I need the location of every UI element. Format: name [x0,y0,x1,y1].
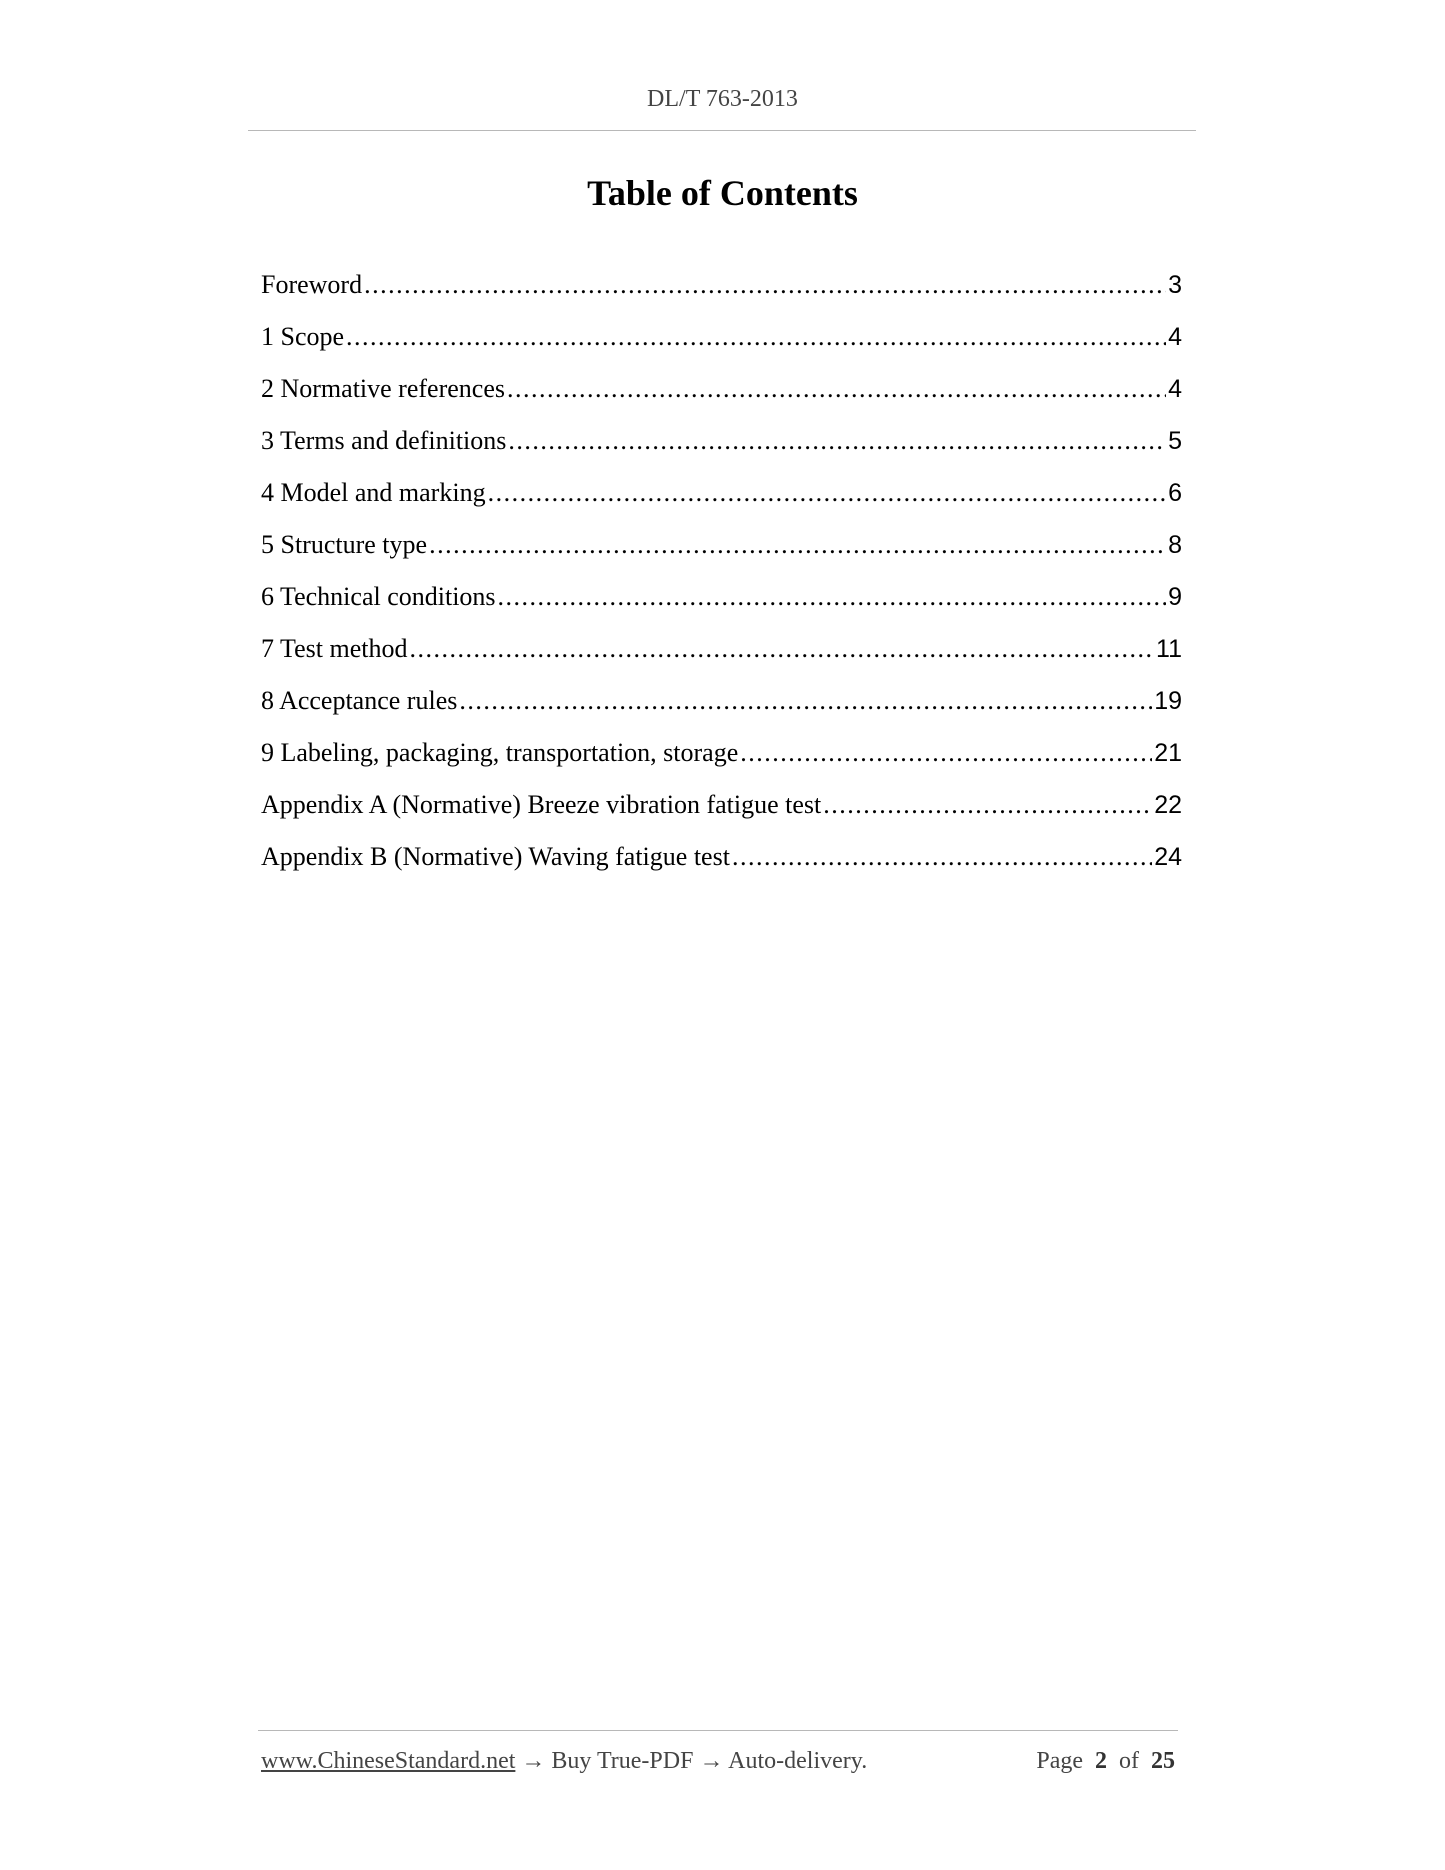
toc-entry-page: 19 [1154,687,1182,715]
toc-entry-labeling-packaging[interactable] [261,738,1182,790]
toc-entry-label: 8 Acceptance rules [261,686,458,715]
toc-entry-appendix-a[interactable] [261,790,1182,842]
toc-leader-dots [732,842,1152,872]
toc-list [261,270,1182,894]
document-code-header: DL/T 763-2013 [647,86,798,112]
toc-entry-label: Appendix B (Normative) Waving fatigue test [261,842,730,871]
toc-entry-page: 3 [1168,271,1182,299]
toc-entry-page: 4 [1168,323,1182,351]
of-word: of [1119,1748,1139,1774]
toc-entry-page: 21 [1154,739,1182,767]
page-word: Page [1036,1748,1083,1774]
toc-leader-dots [498,582,1167,612]
toc-entry-test-method[interactable] [261,634,1182,686]
arrow-right-icon: → [699,1748,724,1774]
toc-leader-dots [507,374,1166,404]
toc-entry-scope[interactable] [261,322,1182,374]
toc-entry-structure-type[interactable] [261,530,1182,582]
toc-entry-page: 11 [1156,635,1182,663]
toc-title: Table of Contents [587,173,858,213]
header-divider [248,130,1196,131]
footer-divider [258,1730,1178,1731]
toc-entry-label: 9 Labeling, packaging, transportation, storage [261,738,739,767]
toc-leader-dots [823,790,1152,820]
toc-entry-label: 2 Normative references [261,374,505,403]
toc-entry-page: 6 [1168,479,1182,507]
footer-promo [261,1748,867,1775]
toc-entry-appendix-b[interactable] [261,842,1182,894]
page-footer [261,1748,1175,1775]
toc-entry-terms-definitions[interactable] [261,426,1182,478]
toc-entry-page: 22 [1154,791,1182,819]
toc-leader-dots [429,530,1166,560]
buy-text: Buy True-PDF [551,1748,694,1774]
toc-leader-dots [364,270,1166,300]
site-link[interactable]: www.ChineseStandard.net [261,1748,516,1774]
toc-leader-dots [740,738,1152,768]
toc-entry-technical-conditions[interactable] [261,582,1182,634]
toc-entry-page: 4 [1168,375,1182,403]
toc-entry-label: 5 Structure type [261,530,428,559]
toc-entry-page: 24 [1154,843,1182,871]
toc-entry-label: 4 Model and marking [261,478,486,507]
toc-entry-page: 8 [1168,531,1182,559]
toc-entry-label: 7 Test method [261,634,408,663]
toc-entry-label: Foreword [261,270,363,299]
toc-entry-label: 1 Scope [261,322,345,351]
arrow-right-icon: → [521,1748,546,1774]
toc-entry-label: Appendix A (Normative) Breeze vibration fatigue test [261,790,822,819]
toc-entry-page: 5 [1168,427,1182,455]
toc-entry-model-marking[interactable] [261,478,1182,530]
toc-entry-acceptance-rules[interactable] [261,686,1182,738]
toc-leader-dots [409,634,1154,664]
toc-leader-dots [508,426,1166,456]
delivery-text: Auto-delivery. [728,1748,868,1774]
toc-entry-normative-references[interactable] [261,374,1182,426]
page-current: 2 [1095,1748,1107,1774]
toc-leader-dots [488,478,1167,508]
toc-leader-dots [459,686,1152,716]
toc-entry-page: 9 [1168,583,1182,611]
toc-entry-label: 3 Terms and definitions [261,426,507,455]
toc-entry-label: 6 Technical conditions [261,582,496,611]
toc-entry-foreword[interactable] [261,270,1182,322]
page-number-indicator [1036,1748,1175,1775]
page-total: 25 [1151,1748,1175,1774]
toc-leader-dots [346,322,1166,352]
